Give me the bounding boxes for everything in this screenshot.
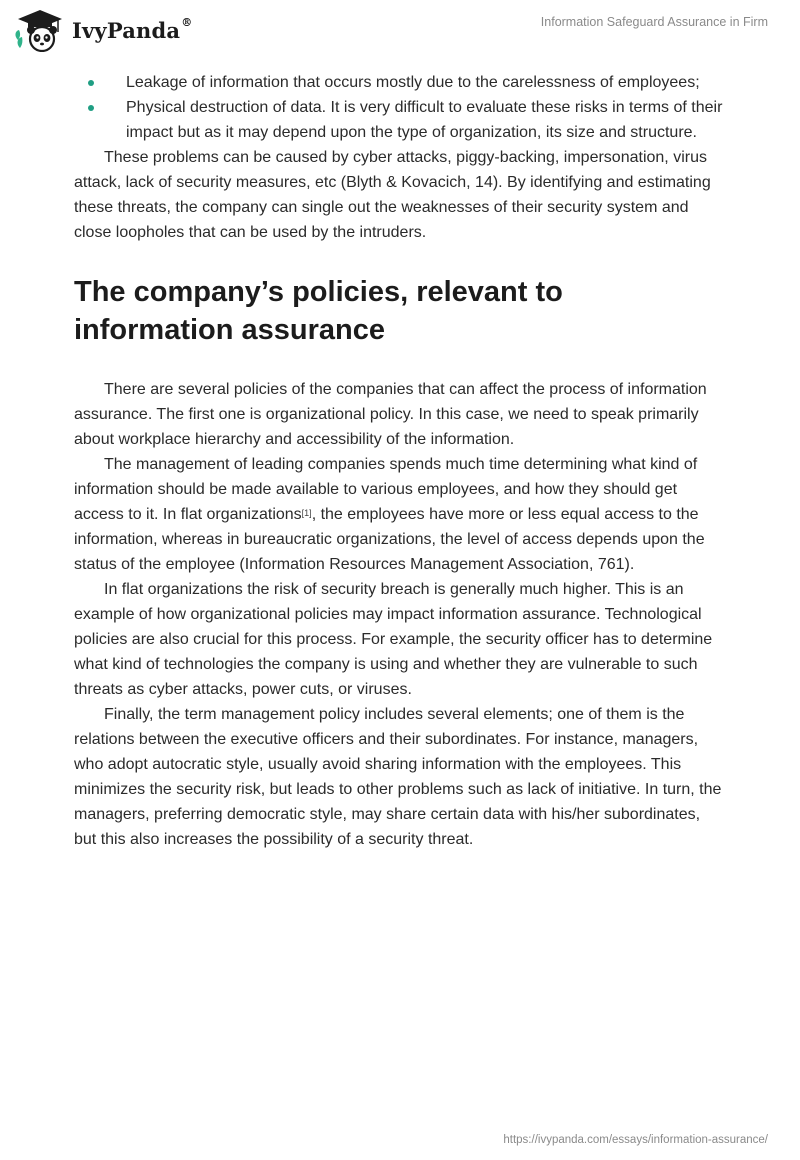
panda-graduate-icon — [14, 8, 66, 52]
document-title: Information Safeguard Assurance in Firm — [540, 15, 768, 29]
registered-mark: ® — [181, 15, 193, 29]
paragraph: These problems can be caused by cyber attacks, piggy-backing, impersonation, virus attack, lack of security measures, etc (Blyth & Kovacich, 14). By identifying and estimating these threats, the company can single out the weaknesses of their security system and close loopholes that can be used by the intruders. — [74, 149, 711, 241]
paragraph-text: , the employees have more or less equal access to the information, whereas in bureaucratic organizations, the level of access depends upon the status of the employee (Information Resources Management Association, 761). — [74, 506, 705, 573]
source-url[interactable]: https://ivypanda.com/essays/information-assurance/ — [503, 1134, 768, 1146]
paragraph — [74, 452, 726, 577]
paragraph: Finally, the term management policy includes several elements; one of them is the relations between the executive officers and their subordinates. For instance, managers, who adopt autocratic style, usually avoid sharing information with the employees. This minimizes the security risk, but leads to other problems such as lack of initiative. In turn, the managers, preferring democratic style, may share certain data with his/her subordinates, but this also increases the possibility of a security threat. — [74, 706, 722, 848]
section-heading: The company’s policies, relevant to information assurance — [74, 276, 563, 346]
list-item — [74, 95, 726, 145]
list-item-text: Physical destruction of data. It is very difficult to evaluate these risks in terms of their impact but as it may depend upon the type of organization, its size and structure. — [126, 99, 723, 141]
list-item — [74, 70, 726, 95]
bullet-icon — [88, 105, 94, 111]
ivypanda-logo[interactable] — [14, 8, 192, 52]
threat-list — [74, 70, 726, 145]
paragraph: In flat organizations the risk of security breach is generally much higher. This is an example of how organizational policies may impact information assurance. Technological policies are also crucial for this process. For example, the security officer has to determine what kind of technologies the company is using and whether they are vulnerable to such threats as cyber attacks, power cuts, or viruses. — [74, 581, 713, 698]
paragraph-text: The management of leading companies spends much time determining what kind of information should be made available to various employees, and how they should get access to it. In flat organizations — [74, 456, 698, 523]
list-item-text: Leakage of information that occurs mostly due to the carelessness of employees; — [126, 74, 700, 91]
logo-wordmark — [72, 15, 193, 43]
footnote-link[interactable]: [1] — [301, 508, 312, 518]
page-header — [0, 0, 800, 60]
paragraph: There are several policies of the companies that can affect the process of information assurance. The first one is organizational policy. In this case, we need to speak primarily about workplace hierarchy and accessibility of the information. — [74, 381, 707, 448]
bullet-icon — [88, 80, 94, 86]
logo-name: IvyPanda — [72, 17, 181, 43]
essay-content — [74, 70, 726, 852]
